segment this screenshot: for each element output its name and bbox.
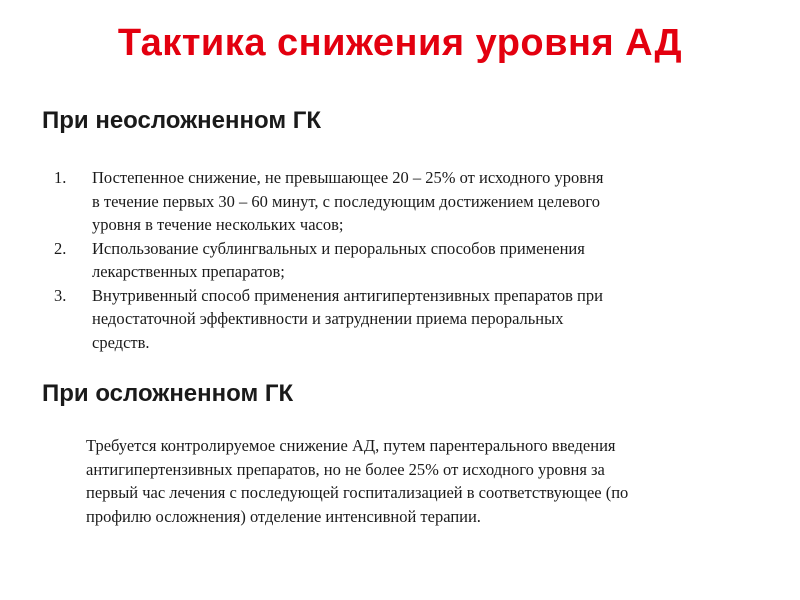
section-heading-complicated: При осложненном ГК — [42, 380, 294, 407]
list-item — [54, 237, 714, 284]
list-item — [54, 284, 714, 355]
list-item-line: лекарственных препаратов; — [92, 262, 285, 281]
slide-title: Тактика снижения уровня АД — [117, 22, 683, 64]
list-item-line: уровня в течение нескольких часов; — [92, 215, 344, 234]
complicated-paragraph — [86, 434, 761, 528]
list-item-line: Использование сублингвальных и пероральных способов применения — [92, 238, 585, 258]
tactics-list — [54, 166, 714, 354]
list-item-number: 2. — [54, 238, 67, 258]
paragraph-line: антигипертензивных препаратов, но не более 25% от исходного уровня за — [86, 459, 605, 479]
section-heading-uncomplicated: При неосложненном ГК — [42, 107, 322, 134]
paragraph-line: Требуется контролируемое снижение АД, путем парентерального введения — [86, 436, 616, 455]
list-item-line: Внутривенный способ применения антигипертензивных препаратов при — [92, 285, 603, 305]
list-item-line: Постепенное снижение, не превышающее 20 – 25% от исходного уровня — [92, 168, 604, 187]
list-item-line: средств. — [92, 332, 150, 352]
list-item — [54, 166, 714, 237]
paragraph-line: первый час лечения с последующей госпитализацией в соответствующее (по — [86, 483, 629, 502]
paragraph-line: профилю осложнения) отделение интенсивной терапии. — [86, 506, 481, 526]
list-item-number: 3. — [54, 285, 67, 305]
list-item-line: недостаточной эффективности и затруднении приема пероральных — [92, 309, 564, 328]
list-item-line: в течение первых 30 – 60 минут, с последующим достижением целевого — [92, 191, 601, 211]
list-item-number: 1. — [54, 168, 67, 187]
